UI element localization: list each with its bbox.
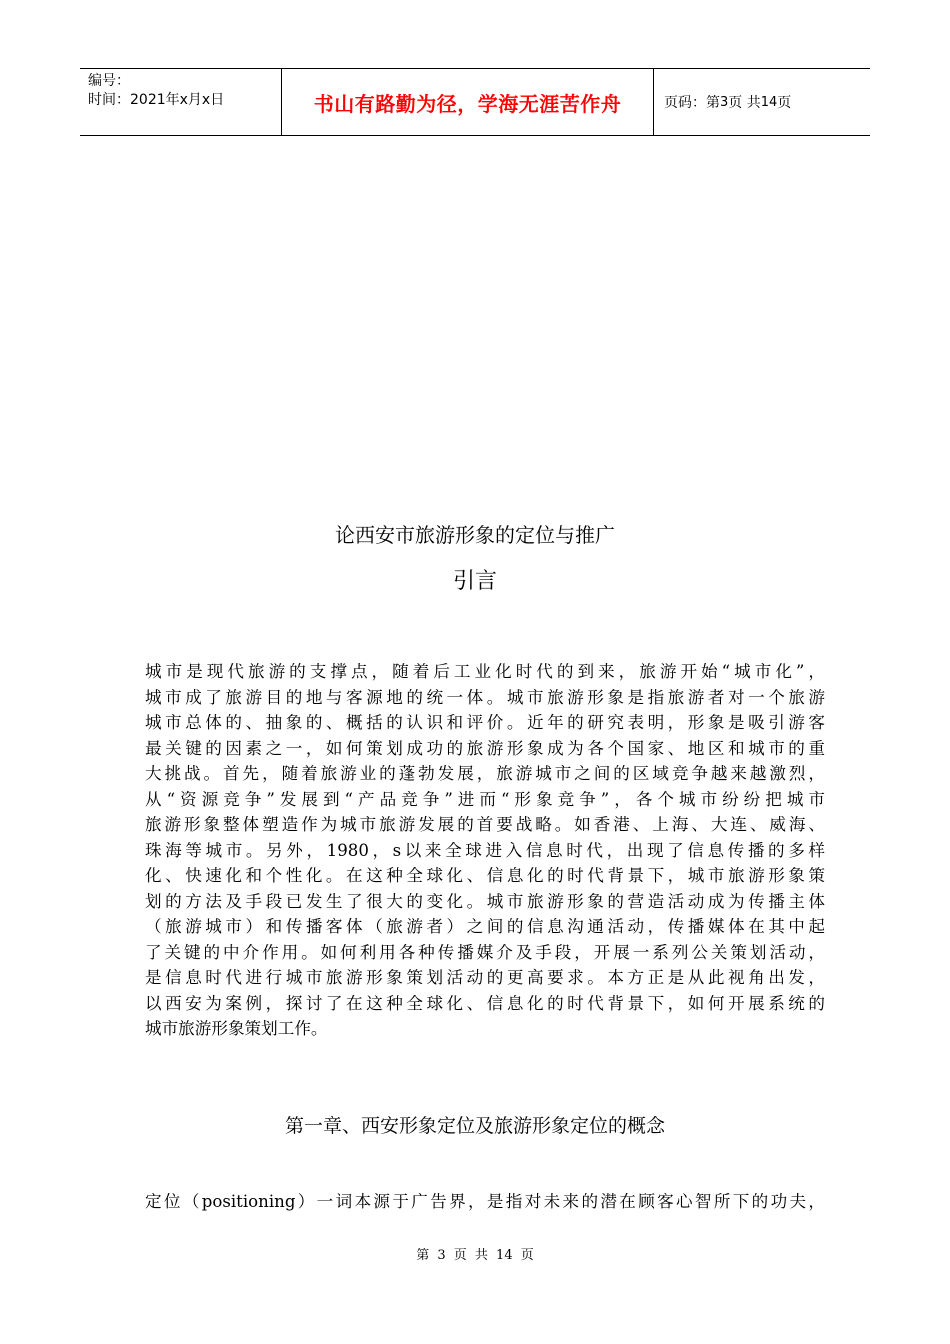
paragraph-line: 最关键的因素之一，如何策划成功的旅游形象成为各个国家、地区和城市的重 [145,738,825,758]
paragraph-line: 是信息时代进行城市旅游形象策划活动的更高要求。本方正是从此视角出发， [145,968,825,987]
page-mid: 页 共 [728,95,761,111]
page-total: 14 [760,94,778,110]
paragraph-line: 了关键的中介作用。如何利用各种传播媒介及手段，开展一系列公关策划活动， [145,942,825,962]
paragraph-line: 城市总体的、抽象的、概括的认识和评价。近年的研究表明，形象是吸引游客 [145,713,825,732]
page-footer: 第 3 页 共 14 页 [416,1248,534,1263]
page-header [80,68,870,136]
paragraph-line: 以西安为案例，探讨了在这种全球化、信息化的时代背景下，如何开展系统的 [145,993,825,1013]
paragraph-line: 大挑战。首先，随着旅游业的蓬勃发展，旅游城市之间的区域竞争越来越激烈， [145,764,825,783]
document-title: 论西安市旅游形象的定位与推广 [335,523,615,547]
intro-paragraph [145,659,825,1042]
document-number-label: 编号： [88,73,130,89]
paragraph-line: 定位（positioning）一词本源于广告界，是指对未来的潜在顾客心智所下的功夫， [145,1192,825,1211]
chapter-paragraph [145,1189,825,1215]
paragraph-line: 划的方法及手段已发生了很大的变化。城市旅游形象的营造活动成为传播主体 [145,891,825,911]
header-motto: 书山有路勤为径，学海无涯苦作舟 [282,69,654,135]
header-page-indicator [654,69,870,135]
paragraph-line: （旅游城市）和传播客体（旅游者）之间的信息沟通活动，传播媒体在其中起 [145,917,825,936]
intro-heading: 引言 [452,569,497,594]
paragraph-line: 城市旅游形象策划工作。 [145,1019,328,1038]
page-suffix: 页 [777,95,792,111]
paragraph-line: 城市成了旅游目的地与客源地的统一体。城市旅游形象是指旅游者对一个旅游 [145,687,825,707]
paragraph-line: 旅游形象整体塑造作为城市旅游发展的首要战略。如香港、上海、大连、威海、 [145,815,825,834]
paragraph-line: 城市是现代旅游的支撑点，随着后工业化时代的到来，旅游开始“城市化”， [145,662,825,681]
paragraph-line: 珠海等城市。另外，1980，s以来全球进入信息时代，出现了信息传播的多样 [145,840,825,860]
page-current: 3 [720,94,729,110]
header-meta-cell [80,69,282,135]
paragraph-line: 从“资源竞争”发展到“产品竞争”进而“形象竞争”，各个城市纷纷把城市 [145,789,825,809]
chapter-heading: 第一章、西安形象定位及旅游形象定位的概念 [284,1115,665,1137]
paragraph-line: 化、快速化和个性化。在这种全球化、信息化的时代背景下，城市旅游形象策 [145,866,825,885]
document-time-label: 时间：2021年x月x日 [88,92,225,108]
page-prefix: 页码：第 [664,95,720,111]
